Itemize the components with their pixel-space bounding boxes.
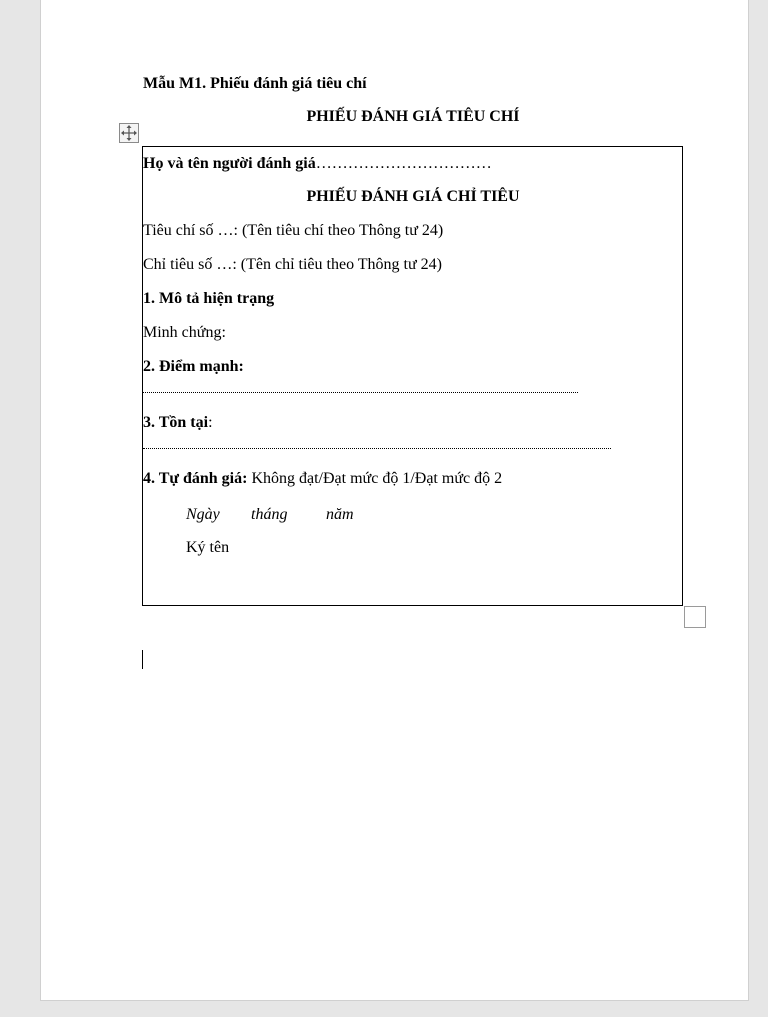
form-code-heading: Mẫu M1. Phiếu đánh giá tiêu chí (143, 75, 367, 92)
evidence-label: Minh chứng: (143, 324, 226, 341)
indicator-form-subtitle: PHIẾU ĐÁNH GIÁ CHỈ TIÊU (306, 188, 520, 205)
section-weaknesses-colon: : (208, 414, 213, 431)
evaluator-name-placeholder: …………………………… (315, 155, 492, 172)
section-self-assessment-heading: 4. Tự đánh giá: (143, 470, 248, 487)
evaluator-name-row[interactable] (143, 154, 492, 174)
section-weaknesses-row (143, 413, 213, 433)
weaknesses-dotted-line (143, 448, 611, 449)
date-month-label: tháng (251, 506, 288, 523)
table-move-handle-icon[interactable] (119, 123, 139, 143)
strengths-dotted-line (143, 392, 578, 393)
section-weaknesses-heading: 3. Tồn tại (143, 414, 209, 431)
signature-label: Ký tên (186, 539, 230, 556)
date-day-label: Ngày (186, 506, 220, 523)
table-resize-handle-icon[interactable] (684, 606, 706, 628)
section-strengths-heading: 2. Điểm mạnh: (143, 358, 244, 375)
indicator-line: Chỉ tiêu số …: (Tên chỉ tiêu theo Thông tư 24) (143, 256, 442, 273)
text-cursor (142, 650, 143, 669)
form-title: PHIẾU ĐÁNH GIÁ TIÊU CHÍ (306, 108, 520, 125)
evaluator-label: Họ và tên người đánh giá (143, 155, 316, 172)
date-year-label: năm (326, 506, 354, 523)
criterion-line: Tiêu chí số …: (Tên tiêu chí theo Thông tư 24) (143, 222, 444, 239)
self-assessment-options: Không đạt/Đạt mức độ 1/Đạt mức độ 2 (247, 470, 503, 487)
section-current-status-heading: 1. Mô tả hiện trạng (143, 290, 275, 307)
section-self-assessment-row (143, 469, 502, 489)
